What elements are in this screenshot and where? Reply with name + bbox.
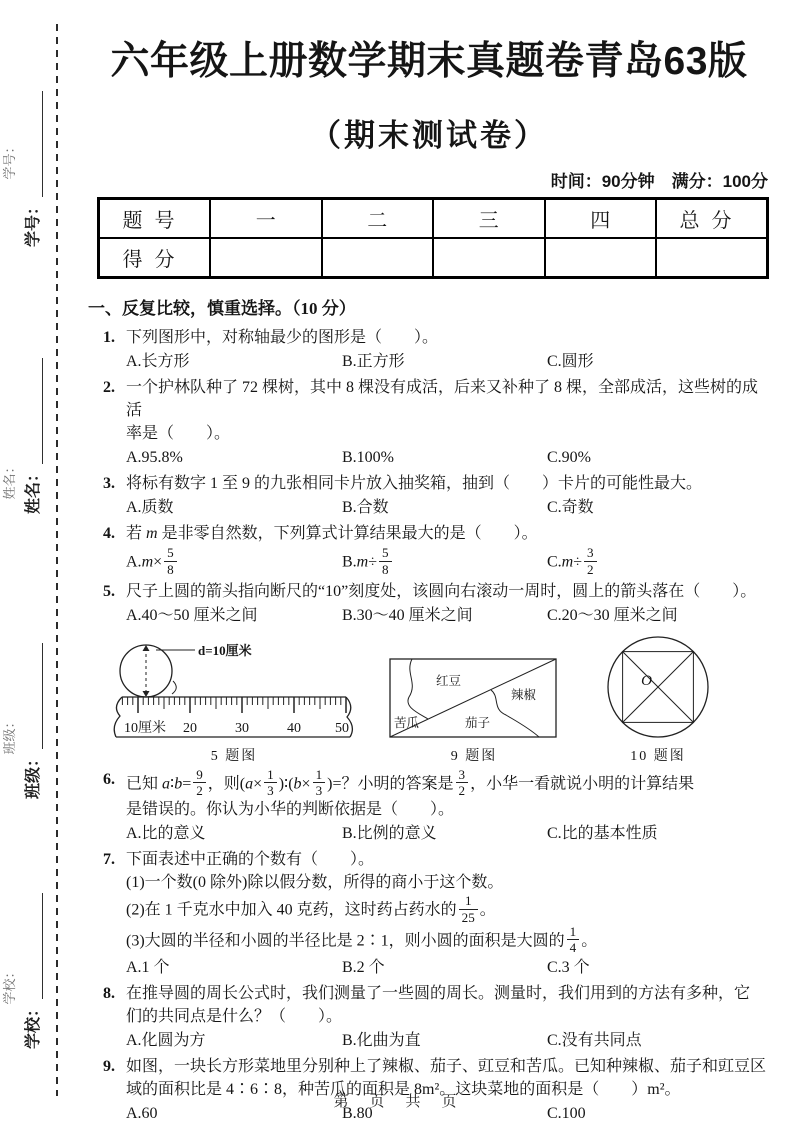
- score-label-cell: 得分: [99, 238, 211, 278]
- figures-row: [100, 633, 770, 765]
- time-score-info: 时间：90分钟 满分：100分: [550, 172, 768, 191]
- ruler-circle-drawing: [100, 643, 368, 743]
- score-table-cell: 二: [322, 199, 434, 239]
- score-table-cell: 题号: [99, 199, 211, 239]
- region-label-kugua: 苦瓜: [394, 715, 420, 730]
- question-2: [88, 376, 770, 469]
- field-name: [23, 340, 43, 514]
- option-c: C.20～30 厘米之间: [547, 606, 678, 624]
- option-c: C.m÷ $\frac{3}{2}$: [547, 546, 770, 577]
- figure-vegetable-plot: [388, 657, 560, 765]
- question-options: [88, 496, 770, 519]
- question-number: 1.: [103, 329, 115, 346]
- score-table-cell: 总分: [656, 199, 768, 239]
- question-8: [88, 982, 770, 1052]
- page-title: 六年级上册数学期末真题卷青岛63版: [110, 40, 748, 83]
- option-a: A.1 个: [126, 959, 170, 977]
- diameter-label: d=10厘米: [198, 642, 252, 658]
- edge-artifact-class: 班级：: [2, 715, 17, 755]
- question-text: 如图，一块长方形菜地里分别种上了辣椒、茄子、豇豆和苦瓜。已知种辣椒、茄子和豇豆区: [126, 1058, 767, 1076]
- question-number: 3.: [103, 475, 115, 492]
- plot-wavy-left: [408, 659, 428, 719]
- question-subitem-2: (2)在 1 千克水中加入 40 克药，这时药占药水的 $\frac{1}{25}$ 。: [126, 893, 496, 925]
- question-options: [88, 604, 770, 627]
- page-subtitle: （期末测试卷）: [310, 118, 548, 153]
- arrow-down: [143, 691, 150, 697]
- edge-artifact-school: 学校：: [2, 965, 17, 1005]
- circle-square-drawing: [600, 633, 716, 743]
- question-text: 下列图形中，对称轴最少的图形是（ ）。: [126, 329, 439, 346]
- score-empty-cell: [545, 238, 657, 278]
- option-b: B.化曲为直: [342, 1032, 421, 1050]
- question-text: 是错误的。你认为小华的判断依据是（ ）。: [126, 801, 455, 819]
- student-id-label: 学号：: [25, 198, 42, 247]
- question-number: 7.: [103, 851, 115, 869]
- question-number: 2.: [103, 379, 115, 396]
- figure-caption: 10 题图: [630, 748, 686, 764]
- ruler-number: 40: [287, 720, 301, 736]
- question-7: [88, 848, 770, 979]
- figure-ruler-circle: [100, 643, 368, 765]
- section-heading: 一、反复比较，慎重选择。（10 分）: [88, 299, 356, 318]
- score-empty-cell: [210, 238, 322, 278]
- option-a: A.化圆为方: [126, 1032, 206, 1050]
- option-b: B.合数: [342, 499, 389, 516]
- question-text: 率是（ ）。: [126, 425, 231, 442]
- score-table-cell: 四: [545, 199, 657, 239]
- option-c: C.3 个: [547, 959, 590, 977]
- class-blank: [27, 643, 43, 749]
- question-number: 6.: [103, 770, 115, 788]
- student-id-blank: [27, 91, 43, 197]
- question-options: [88, 546, 770, 577]
- question-text: 域的面积比是 4∶6∶8，种苦瓜的面积是 8m²。这块菜地的面积是（ ）m²。: [126, 1081, 681, 1099]
- score-table-header-row: [99, 199, 768, 239]
- region-label-lajiao: 辣椒: [511, 687, 537, 702]
- question-subitem-3: (3)大圆的半径和小圆的半径比是 2∶1，则小圆的面积是大圆的 $\frac{1}{4}$ 。: [126, 923, 598, 956]
- class-label: 班级：: [25, 750, 42, 799]
- option-b: B.80: [342, 1105, 373, 1122]
- question-options: [88, 1029, 770, 1052]
- page-footer: 第 页 共 页: [333, 1094, 460, 1110]
- question-options: [88, 822, 770, 845]
- option-c: C.没有共同点: [547, 1032, 642, 1050]
- question-number: 5.: [103, 582, 115, 600]
- question-number: 9.: [103, 1058, 115, 1076]
- field-class: [23, 625, 43, 799]
- figure-circle-square: [600, 633, 716, 765]
- edge-artifact-name: 姓名：: [2, 460, 17, 500]
- option-a: A.长方形: [126, 353, 190, 370]
- score-empty-cell: [322, 238, 434, 278]
- rolling-circle: [120, 645, 172, 697]
- option-b: B.m÷ $\frac{5}{8}$: [342, 546, 547, 577]
- option-a: A.比的意义: [126, 825, 206, 843]
- region-label-qiezi: 茄子: [465, 715, 491, 730]
- school-blank: [27, 893, 43, 999]
- option-c: C.奇数: [547, 499, 594, 516]
- question-text: 在推导圆的周长公式时，我们测量了一些圆的周长。测量时，我们用到的方法有多种，它: [126, 985, 751, 1003]
- option-b: B.正方形: [342, 353, 405, 370]
- score-table-cell: 三: [433, 199, 545, 239]
- field-student-id: [23, 73, 43, 247]
- question-6: [88, 768, 770, 846]
- option-a: A.质数: [126, 499, 174, 516]
- score-empty-cell: [433, 238, 545, 278]
- question-number: 8.: [103, 985, 115, 1003]
- question-number: 4.: [103, 525, 115, 542]
- question-options: [88, 350, 770, 373]
- question-9: [88, 1055, 770, 1122]
- score-table: [97, 197, 769, 279]
- question-text: 们的共同点是什么？（ ）。: [126, 1008, 343, 1026]
- question-text: 尺子上圆的箭头指向断尺的“10”刻度处，该圆向右滚动一周时，圆上的箭头落在（ ）。: [126, 582, 757, 600]
- question-1: [88, 326, 770, 373]
- vegetable-plot-drawing: [388, 657, 560, 743]
- option-c: C.圆形: [547, 353, 594, 370]
- option-a: A.m× $\frac{5}{8}$: [126, 546, 342, 577]
- score-table-score-row: [99, 238, 768, 278]
- edge-artifact-student-id: 学号：: [2, 140, 17, 180]
- option-a: A.60: [126, 1105, 158, 1122]
- roll-direction-arrow: [172, 681, 176, 694]
- option-c: C.90%: [547, 449, 591, 466]
- question-5: [88, 580, 770, 627]
- option-c: C.100: [547, 1105, 586, 1122]
- school-label: 学校：: [25, 1000, 42, 1049]
- region-label-hongdou: 红豆: [436, 673, 462, 688]
- name-label: 姓名：: [25, 465, 42, 514]
- question-text: 已知 a∶b= $\frac{9}{2}$ ，则(a× $\frac{1}{3}$ )∶(b× $\frac{1}{3}$ )=？小明的答案是 $\frac{3}{2}$ ，小华一看就说小明的计算结果: [126, 766, 695, 799]
- name-blank: [27, 358, 43, 464]
- main-content: [88, 0, 770, 1122]
- arrow-up: [143, 645, 150, 651]
- option-b: B.2 个: [342, 959, 385, 977]
- ruler-number: 20: [183, 720, 197, 736]
- score-table-cell: 一: [210, 199, 322, 239]
- question-subitem-1: (1)一个数(0 除外)除以假分数，所得的商小于这个数。: [126, 874, 504, 892]
- score-empty-cell: [656, 238, 768, 278]
- ruler-number: 30: [235, 720, 249, 736]
- option-b: B.比例的意义: [342, 825, 437, 843]
- field-school: [23, 875, 43, 1049]
- option-c: C.比的基本性质: [547, 825, 658, 843]
- question-options: [88, 446, 770, 469]
- question-text: 若 m 是非零自然数，下列算式计算结果最大的是（ ）。: [126, 525, 538, 542]
- ruler-ticks: [122, 697, 346, 713]
- question-3: [88, 472, 770, 519]
- question-text: 将标有数字 1 至 9 的九张相同卡片放入抽奖箱，抽到（ ）卡片的可能性最大。: [126, 475, 703, 492]
- ruler-number: 50: [335, 720, 349, 736]
- binding-dashed-line: [56, 24, 58, 1096]
- ruler-number: 10厘米: [124, 720, 166, 736]
- question-options: [88, 956, 770, 979]
- figure-caption: 5 题图: [210, 748, 258, 764]
- option-b: B.100%: [342, 449, 394, 466]
- figure-caption: 9 题图: [450, 748, 498, 764]
- question-4: [88, 522, 770, 577]
- question-text: 下面表述中正确的个数有（ ）。: [126, 851, 375, 869]
- question-text: 一个护林队种了 72 棵树，其中 8 棵没有成活，后来又补种了 8 棵，全部成活，这些树的成活: [126, 379, 759, 419]
- option-a: A.95.8%: [126, 449, 183, 466]
- center-point-label: O: [641, 672, 652, 689]
- option-a: A.40～50 厘米之间: [126, 606, 258, 624]
- option-b: B.30～40 厘米之间: [342, 606, 473, 624]
